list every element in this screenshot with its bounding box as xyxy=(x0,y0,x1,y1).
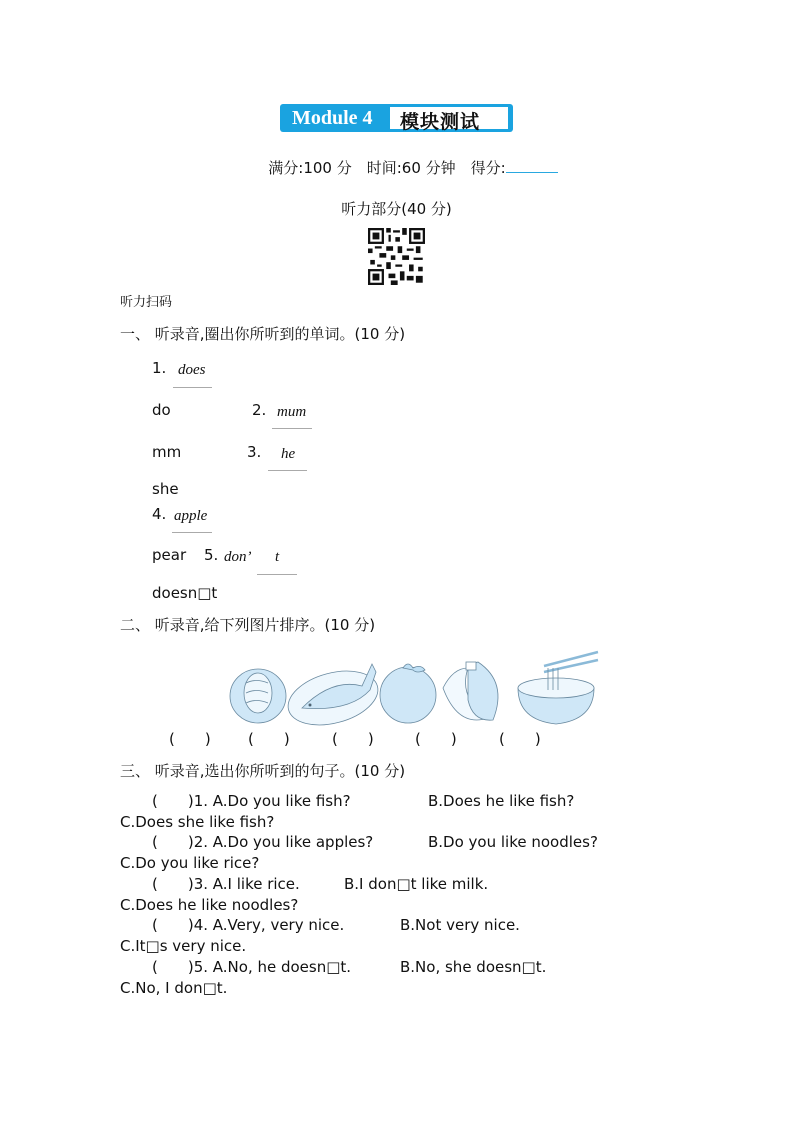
answer-text: mum xyxy=(277,404,307,420)
qr-code-icon xyxy=(368,228,425,285)
item-number: 4. xyxy=(152,505,167,523)
item-number: 5. xyxy=(204,546,219,564)
question-option-b: B.Does he like fish? xyxy=(428,792,575,810)
section-title: 听力部分(40 分) xyxy=(341,200,452,218)
part3-heading: 三、 听录音,选出你所听到的句子。(10 分) xyxy=(120,762,406,780)
answer-underline xyxy=(172,532,212,533)
bananas-icon xyxy=(443,662,498,720)
exam-info xyxy=(0,158,793,177)
item-number: 3. xyxy=(247,443,262,461)
answer-underline xyxy=(173,387,212,388)
part2-heading: 二、 听录音,给下列图片排序。(10 分) xyxy=(120,616,376,634)
question-option-c: C.No, I don□t. xyxy=(120,979,228,997)
question-option-c: C.It□s very nice. xyxy=(120,937,247,955)
option-word[interactable]: she xyxy=(152,480,179,498)
item-number: 1. xyxy=(152,359,167,377)
module-banner xyxy=(280,104,513,132)
answer-text: he xyxy=(281,446,296,462)
question-option-a: ( )2. A.Do you like apples? xyxy=(152,833,374,851)
answer-text: don’ xyxy=(224,549,252,565)
item-number: 2. xyxy=(252,401,267,419)
part1-heading: 一、 听录音,圈出你所听到的单词。(10 分) xyxy=(120,325,406,343)
option-word[interactable]: pear xyxy=(152,546,187,564)
score-blank[interactable] xyxy=(506,158,558,173)
order-blank[interactable]: ( ) xyxy=(332,730,374,748)
option-word[interactable]: do xyxy=(152,401,171,419)
question-option-a: ( )4. A.Very, very nice. xyxy=(152,916,345,934)
question-option-b: B.I don□t like milk. xyxy=(344,875,489,893)
order-blank[interactable]: ( ) xyxy=(499,730,541,748)
option-word[interactable]: doesn□t xyxy=(152,584,218,602)
order-blank[interactable]: ( ) xyxy=(415,730,457,748)
answer-text: does xyxy=(178,362,206,378)
question-option-a: ( )3. A.I like rice. xyxy=(152,875,300,893)
module-label: Module 4 xyxy=(292,107,373,129)
question-option-c: C.Does he like noodles? xyxy=(120,896,299,914)
noodles-bowl-icon xyxy=(518,652,598,724)
order-blank[interactable]: ( ) xyxy=(248,730,290,748)
scan-label: 听力扫码 xyxy=(120,295,173,310)
shrimp-plate-icon xyxy=(230,669,286,723)
fish-plate-icon xyxy=(282,662,384,728)
answer-underline xyxy=(257,574,297,575)
answer-text: t xyxy=(275,549,280,565)
question-option-c: C.Does she like fish? xyxy=(120,813,275,831)
question-option-a: ( )1. A.Do you like fish? xyxy=(152,792,351,810)
order-blank[interactable]: ( ) xyxy=(169,730,211,748)
option-word[interactable]: mm xyxy=(152,443,182,461)
question-option-a: ( )5. A.No, he doesn□t. xyxy=(152,958,352,976)
module-title: 模块测试 xyxy=(400,111,481,133)
exam-info-text: 满分:100 分 时间:60 分钟 得分: xyxy=(268,159,506,177)
orange-icon xyxy=(380,664,436,723)
question-option-c: C.Do you like rice? xyxy=(120,854,260,872)
question-option-b: B.Not very nice. xyxy=(400,916,520,934)
answer-text: apple xyxy=(174,508,208,524)
answer-underline xyxy=(272,428,312,429)
food-pictures xyxy=(228,648,600,728)
question-option-b: B.Do you like noodles? xyxy=(428,833,598,851)
answer-underline xyxy=(268,470,307,471)
question-option-b: B.No, she doesn□t. xyxy=(400,958,547,976)
